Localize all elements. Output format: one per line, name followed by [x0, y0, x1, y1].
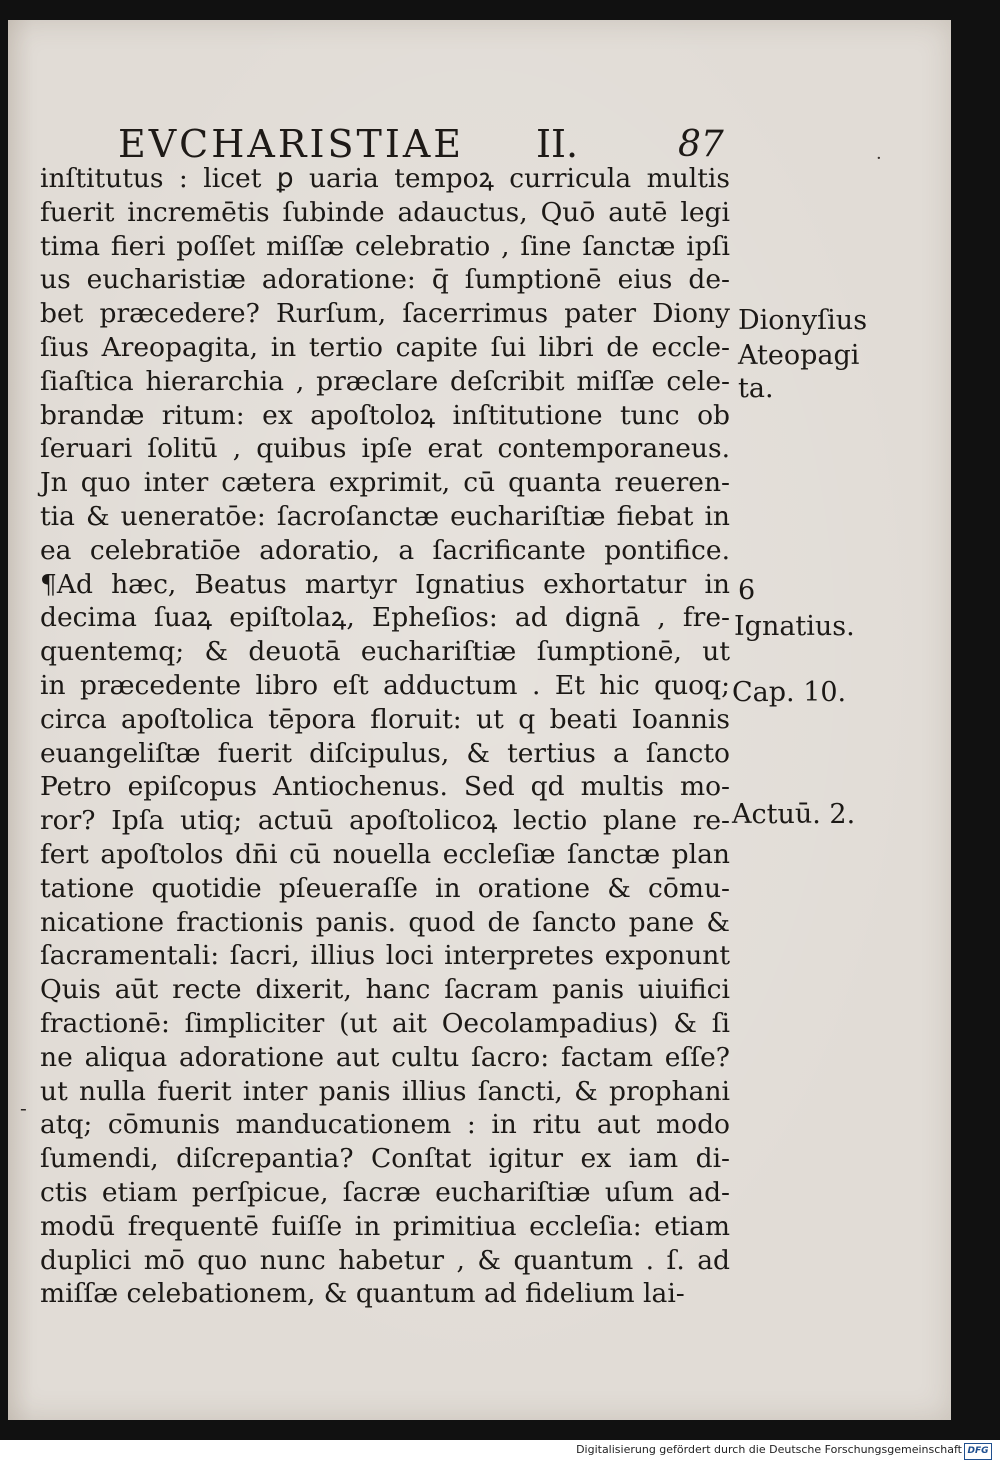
text-line: ¶Ad hæc, Beatus martyr Ignatius exhortatur in [40, 568, 730, 600]
text-line: tatione quotidie pſeueraſſe in oratione & cōmu- [40, 872, 730, 904]
text-line: quentemq; & deuotā euchariſtiæ ſumptionē, ut [40, 636, 730, 668]
margin-note-ta: ta. [738, 373, 774, 404]
footer-bar [0, 1440, 1000, 1464]
text-line: brandæ ritum: ex apoſtoloꝝ inſtitutione tunc ob [40, 399, 730, 431]
margin-note-number: 6 [738, 575, 756, 606]
text-line: ſiaſtica hierarchia , præclare deſcribit miſſæ cele- [40, 365, 730, 397]
text-line: duplici mō quo nunc habetur , & quantum . ſ. ad [40, 1244, 730, 1276]
text-line: miſſæ celebationem, & quantum ad fidelium lai- [40, 1278, 685, 1310]
margin-note-actuum: Actuū. 2. [732, 799, 856, 830]
text-line: tia & ueneratōe: ſacroſanctæ euchariſtiæ fiebat in [40, 500, 730, 532]
text-line: ne aliqua adoratione aut cultu ſacro: factam eſſe? [40, 1041, 730, 1073]
text-line: ſeruari ſolitū , quibus ipſe erat contemporaneus. [40, 433, 730, 465]
page-number: 87 [678, 124, 724, 165]
text-line: inſtitutus : licet ꝑ uaria tempoꝝ curricula multis [40, 163, 730, 194]
text-line: bet præcedere? Rurſum, ſacerrimus pater Diony [40, 298, 730, 330]
text-line: tima fieri poſſet miſſæ celebratio , ſine ſanctæ ipſi [40, 230, 730, 262]
margin-note-cap: Cap. 10. [732, 677, 847, 708]
text-line: atq; cōmunis manducationem : in ritu aut modo [40, 1109, 730, 1141]
stray-mark: - [20, 1096, 27, 1120]
text-line: euangeliſtæ fuerit diſcipulus, & tertius a ſancto [40, 737, 730, 769]
text-line: ſacramentali: ſacri, illius loci interpretes exponunt [40, 940, 730, 972]
text-line: ut nulla fuerit inter panis illius ſancti, & prophani [40, 1075, 730, 1107]
text-line: ſumendi, diſcrepantia? Conſtat igitur ex iam di- [40, 1143, 730, 1175]
text-line: us eucharistiæ adoratione: q̄ ſumptionē eius de- [40, 264, 730, 296]
text-line: fractionē: ſimpliciter (ut ait Oecolampadius) & ſi [40, 1007, 730, 1039]
text-line: decima ſuaꝝ epiſtolaꝝ, Epheſios: ad dignā , fre- [40, 602, 730, 634]
text-line: ror? Ipſa utiq; actuū apoſtolicoꝝ lectio plane re- [40, 805, 730, 837]
text-line: fuerit incremētis ſubinde adauctus, Quō autē legi [40, 196, 730, 228]
running-title: EVCHARISTIAE [118, 122, 465, 166]
text-line: Jn quo inter cætera exprimit, cū quanta reueren- [40, 467, 730, 499]
text-line: modū frequentē fuiſſe in primitiua eccleſia: etiam [40, 1210, 730, 1242]
text-line: ſius Areopagita, in tertio capite ſui libri de eccle- [40, 331, 730, 363]
footer-credit: Digitalisierung gefördert durch die Deutsche Forschungsgemeinschaft [576, 1443, 962, 1456]
book-number: II. [536, 122, 579, 166]
text-line: Petro epiſcopus Antiochenus. Sed qd multis mo- [40, 771, 730, 803]
speck-mark: · [876, 148, 882, 169]
text-line: circa apoſtolica tēpora floruit: ut q beati Ioannis [40, 703, 730, 735]
text-line: ctis etiam perſpicue, ſacræ euchariſtiæ uſum ad- [40, 1176, 730, 1208]
margin-note-ignatius: Ignatius. [734, 611, 855, 642]
margin-note-dionysius: Dionyſius [738, 305, 868, 336]
text-line: in præcedente libro eſt adductum . Et hic quoq; [40, 669, 730, 701]
body-text-block [40, 162, 730, 1311]
text-line: fert apoſtolos dn̄i cū nouella eccleſiæ ſanctæ plan [40, 838, 730, 870]
margin-note-areopagita: Ateopagi [738, 340, 860, 371]
text-line: Quis aūt recte dixerit, hanc ſacram panis uiuifici [40, 974, 730, 1006]
text-line: nicatione fractionis panis. quod de ſancto pane & [40, 906, 730, 938]
text-line: ea celebratiōe adoratio, a ſacrificante pontifice. [40, 534, 730, 566]
dfg-logo: DFG [964, 1443, 992, 1460]
